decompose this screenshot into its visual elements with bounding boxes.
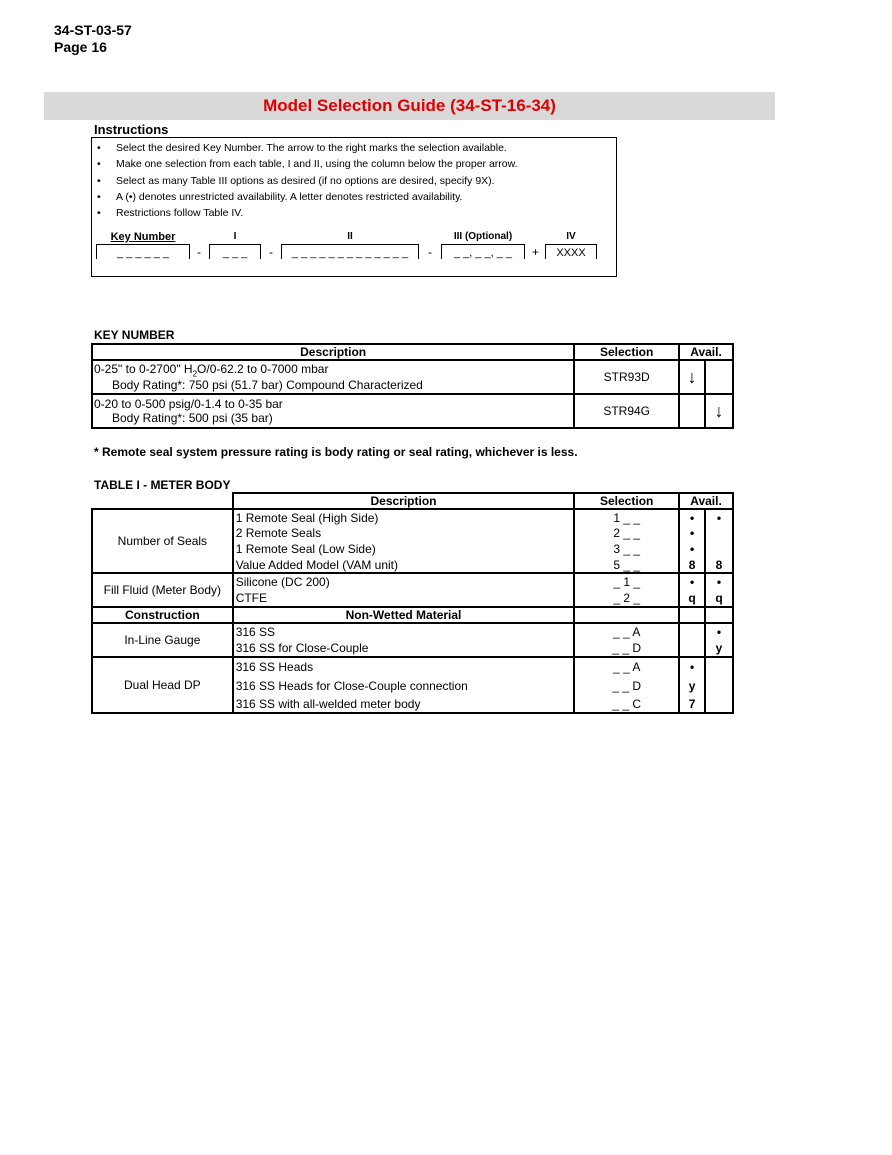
key-description: 0-25" to 0-2700" $H_2O/0-62.2$ to 0-7000 mbar Body Rating*: 750 psi (51.7 bar) Compound Characterized [92,360,574,394]
table-row [92,509,733,525]
avail-cell [679,640,705,657]
key-number-table [91,343,734,429]
avail-cell: 8 [705,557,733,573]
group-label: Fill Fluid (Meter Body) [92,573,233,607]
key-selection: STR93D [574,360,679,394]
bullet-icon: • [97,207,101,220]
avail-cell: • [679,657,705,676]
table-row [92,623,733,640]
meter-body-table [91,492,734,714]
instruction-item: • Select the desired Key Number. The arrow to the right marks the selection available. [97,142,507,154]
group-label: Number of Seals [92,509,233,573]
key-selection: STR94G [574,394,679,428]
page-number: Page 16 [54,39,107,55]
avail-cell: • [705,623,733,640]
down-arrow-icon: ↓ [687,366,697,387]
option-description: Value Added Model (VAM unit) [233,557,575,573]
avail-cell [679,394,705,428]
avail-cell [705,676,733,695]
option-selection: _ _ A [574,623,679,640]
selection-header: Selection [574,344,679,360]
option-description: 316 SS [233,623,575,640]
material-header: Non-Wetted Material [233,607,575,623]
column-ii-label: II [347,231,353,242]
option-description: 2 Remote Seals [233,525,575,541]
table-row [92,394,733,428]
instructions-heading: Instructions [94,122,169,137]
bullet-icon: • [97,190,101,203]
plus-separator: + [532,245,540,259]
avail-cell [679,360,705,394]
avail-cell [679,623,705,640]
option-description: CTFE [233,589,575,607]
option-selection: _ _ D [574,676,679,695]
avail-cell [705,525,733,541]
option-selection: _ _ D [574,640,679,657]
avail-cell [705,695,733,713]
key-description: 0-20 to 0-500 psig/0-1.4 to 0-35 bar Body Rating*: 500 psi (35 bar) [92,394,574,428]
table-i-heading: TABLE I - METER BODY [94,478,231,492]
dash-separator: - [428,245,432,259]
dash-separator: - [197,245,201,259]
option-selection: 3 _ _ [574,541,679,557]
avail-cell: 8 [679,557,705,573]
table-header-row [92,493,733,509]
avail-cell: • [705,573,733,589]
option-selection: _ _ A [574,657,679,676]
instruction-item: • Select as many Table III options as desired (if no options are desired, specify 9X). [97,174,495,187]
avail-cell: 7 [679,695,705,713]
bullet-icon: • [97,142,101,154]
avail-cell: q [705,589,733,607]
option-description: 316 SS with all-welded meter body [233,695,575,713]
option-description: 316 SS for Close-Couple [233,640,575,657]
instruction-item: • A (•) denotes unrestricted availability. A letter denotes restricted availability. [97,190,463,203]
instruction-item: • Restrictions follow Table IV. [97,207,244,220]
table-iii-field: _ _, _ _, _ _ [441,244,525,259]
bullet-icon: • [97,158,101,171]
table-row [92,573,733,589]
option-description: 1 Remote Seal (High Side) [233,509,575,525]
table-i-field: _ _ _ [209,244,261,259]
group-label: Dual Head DP [92,657,233,713]
document-id: 34-ST-03-57 [54,22,132,38]
avail-cell: • [679,573,705,589]
option-description: 316 SS Heads for Close-Couple connection [233,676,575,695]
page-title: Model Selection Guide (34-ST-16-34) [263,96,556,115]
avail-cell [705,360,733,394]
table-row [92,657,733,676]
description-header: Description [92,344,574,360]
key-number-field: _ _ _ _ _ _ [96,244,190,259]
key-number-column-label: Key Number [110,231,176,243]
subheader-row [92,607,733,623]
table-row [92,360,733,394]
table-iv-field: XXXX [545,244,597,259]
avail-cell: y [705,640,733,657]
avail-cell: q [679,589,705,607]
column-iii-label: III (Optional) [453,231,513,242]
group-label: In-Line Gauge [92,623,233,657]
avail-cell: • [705,509,733,525]
option-selection: 2 _ _ [574,525,679,541]
option-selection: 5 _ _ [574,557,679,573]
option-selection: _ 1 _ [574,573,679,589]
option-description: 1 Remote Seal (Low Side) [233,541,575,557]
column-iv-label: IV [566,231,576,242]
description-header: Description [233,493,575,509]
dash-separator: - [269,245,273,259]
option-description: 316 SS Heads [233,657,575,676]
avail-header: Avail. [679,493,733,509]
column-i-label: I [233,231,237,242]
option-selection: _ _ C [574,695,679,713]
selection-header: Selection [574,493,679,509]
option-selection: _ 2 _ [574,589,679,607]
bullet-icon: • [97,174,101,187]
avail-cell [705,541,733,557]
option-description: Silicone (DC 200) [233,573,575,589]
avail-cell [705,394,733,428]
option-selection: 1 _ _ [574,509,679,525]
avail-cell: • [679,509,705,525]
avail-cell [705,657,733,676]
instruction-item: • Make one selection from each table, I and II, using the column below the proper arrow. [97,158,518,171]
instructions-list [97,140,518,221]
key-number-heading: KEY NUMBER [94,328,175,342]
avail-cell: • [679,525,705,541]
avail-header: Avail. [679,344,733,360]
table-header-row [92,344,733,360]
avail-cell: • [679,541,705,557]
avail-cell: y [679,676,705,695]
down-arrow-icon: ↓ [714,400,724,421]
table-ii-field: _ _ _ _ _ _ _ _ _ _ _ _ _ [281,244,419,259]
document-header [54,22,132,56]
footnote: * Remote seal system pressure rating is body rating or seal rating, whichever is less. [94,445,578,459]
construction-header: Construction [92,607,233,623]
